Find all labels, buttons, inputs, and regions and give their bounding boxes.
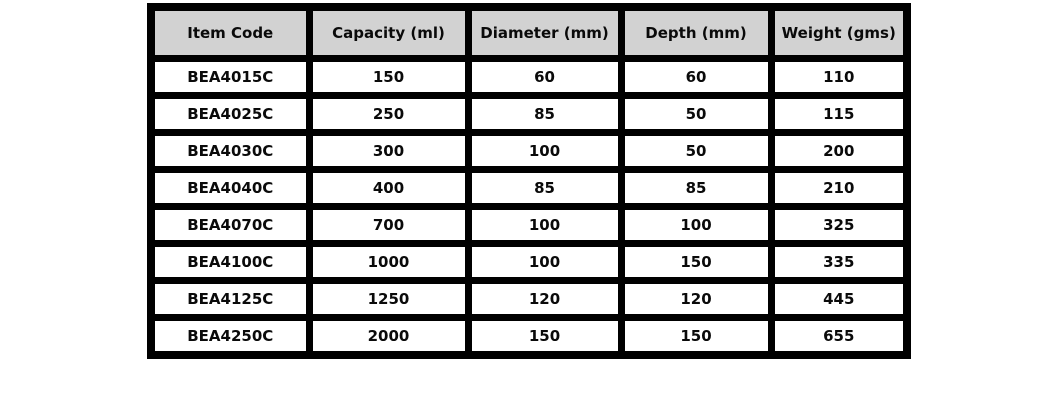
item-code-cell: BEA4125C: [151, 281, 309, 318]
table-body: [151, 59, 907, 356]
table-row: [151, 318, 907, 356]
value-cell: 325: [771, 207, 907, 244]
table-row: [151, 244, 907, 281]
value-cell: 120: [621, 281, 771, 318]
value-cell: 2000: [309, 318, 468, 356]
value-cell: 400: [309, 170, 468, 207]
value-cell: 445: [771, 281, 907, 318]
item-code-cell: BEA4040C: [151, 170, 309, 207]
value-cell: 100: [621, 207, 771, 244]
value-cell: 150: [468, 318, 621, 356]
table-header-row: [151, 7, 907, 59]
column-header: Item Code: [151, 7, 309, 59]
table-row: [151, 133, 907, 170]
value-cell: 60: [468, 59, 621, 96]
value-cell: 150: [621, 318, 771, 356]
value-cell: 200: [771, 133, 907, 170]
table-row: [151, 170, 907, 207]
value-cell: 150: [621, 244, 771, 281]
value-cell: 85: [621, 170, 771, 207]
value-cell: 110: [771, 59, 907, 96]
value-cell: 50: [621, 133, 771, 170]
value-cell: 1250: [309, 281, 468, 318]
value-cell: 100: [468, 207, 621, 244]
value-cell: 85: [468, 170, 621, 207]
value-cell: 50: [621, 96, 771, 133]
value-cell: 85: [468, 96, 621, 133]
item-code-cell: BEA4025C: [151, 96, 309, 133]
item-code-cell: BEA4015C: [151, 59, 309, 96]
value-cell: 115: [771, 96, 907, 133]
header-row: [151, 7, 907, 59]
table-row: [151, 59, 907, 96]
value-cell: 1000: [309, 244, 468, 281]
value-cell: 60: [621, 59, 771, 96]
table-row: [151, 96, 907, 133]
value-cell: 335: [771, 244, 907, 281]
column-header: Diameter (mm): [468, 7, 621, 59]
column-header: Capacity (ml): [309, 7, 468, 59]
value-cell: 120: [468, 281, 621, 318]
value-cell: 250: [309, 96, 468, 133]
table-row: [151, 281, 907, 318]
column-header: Depth (mm): [621, 7, 771, 59]
value-cell: 700: [309, 207, 468, 244]
item-code-cell: BEA4030C: [151, 133, 309, 170]
value-cell: 300: [309, 133, 468, 170]
product-spec-table: [147, 3, 911, 359]
value-cell: 100: [468, 244, 621, 281]
value-cell: 100: [468, 133, 621, 170]
value-cell: 210: [771, 170, 907, 207]
item-code-cell: BEA4070C: [151, 207, 309, 244]
item-code-cell: BEA4250C: [151, 318, 309, 356]
value-cell: 655: [771, 318, 907, 356]
table-row: [151, 207, 907, 244]
item-code-cell: BEA4100C: [151, 244, 309, 281]
column-header: Weight (gms): [771, 7, 907, 59]
value-cell: 150: [309, 59, 468, 96]
